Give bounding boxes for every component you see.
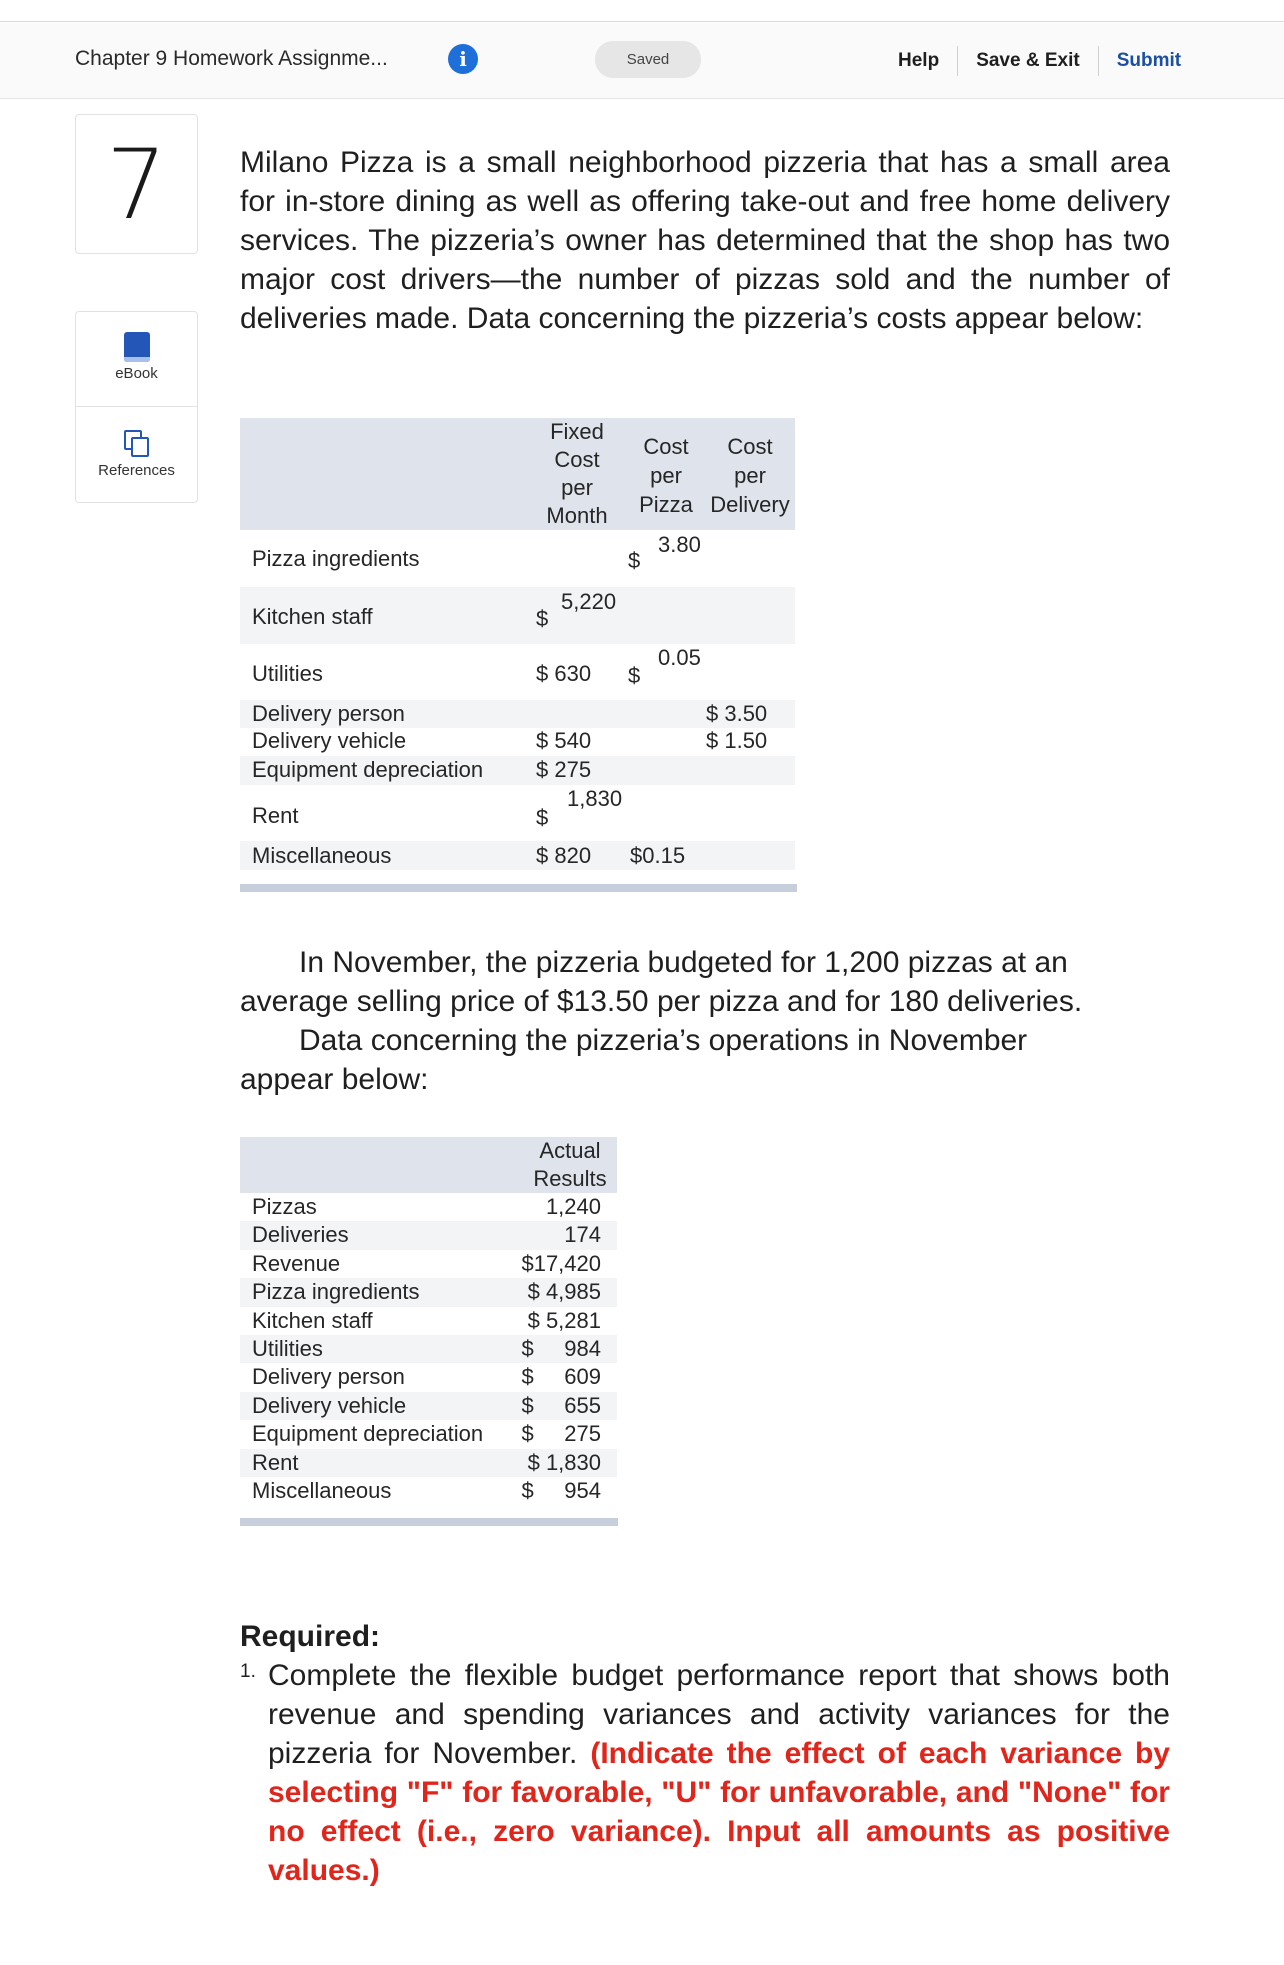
fixed-cost-value: $ 820: [536, 843, 592, 868]
currency-symbol: $: [628, 663, 641, 688]
actual-table-header: [240, 1137, 617, 1193]
actual-table-bottom-rule: [240, 1518, 618, 1526]
fixed-cost-value: 5,220: [561, 589, 617, 614]
november-text: [240, 943, 1170, 1099]
row-label: Delivery person: [252, 1364, 405, 1390]
required-item-number: 1.: [240, 1661, 256, 1682]
cost-row: [240, 587, 795, 644]
references-button[interactable]: [76, 408, 197, 503]
table-row: [240, 1193, 617, 1221]
cost-per-pizza-value: 3.80: [658, 532, 701, 557]
actual-value: $ 275: [521, 1421, 601, 1447]
cost-row: [240, 530, 795, 587]
row-label: Pizza ingredients: [252, 1279, 420, 1305]
row-label: Kitchen staff: [252, 1307, 373, 1333]
ebook-button[interactable]: [76, 312, 197, 407]
row-label: Pizza ingredients: [252, 546, 420, 571]
cost-per-pizza-value: $0.15: [630, 843, 686, 868]
cost-row: [240, 841, 795, 870]
row-label: Utilities: [252, 661, 323, 686]
actual-value: $ 655: [521, 1392, 601, 1418]
fixed-cost-value: $ 275: [536, 757, 592, 782]
fixed-cost-value: $ 630: [536, 661, 592, 686]
submit-link[interactable]: Submit: [1116, 50, 1182, 71]
side-tools: [75, 311, 198, 503]
table-row: [240, 1392, 617, 1420]
november-line: Data concerning the pizzeria’s operations in November: [299, 1024, 1028, 1057]
table-row: [240, 1420, 617, 1448]
table-row: [240, 1221, 617, 1249]
cost-row: [240, 644, 795, 700]
actual-value: $ 1,830: [527, 1449, 601, 1475]
required-item: [240, 1656, 1170, 1890]
question-intro: Milano Pizza is a small neighborhood pizzeria that has a small area for in-store dining as well as offering take-out and free home delivery services. The pizzeria’s owner has determined that the shop has two major cost drivers—the number of pizzas sold and the number of deliveries made. Data concerning the pizzeria’s costs appear below:: [240, 146, 1170, 335]
book-icon: [124, 332, 150, 362]
cost-table-bottom-rule: [240, 884, 797, 892]
cost-row: [240, 700, 795, 728]
fixed-cost-value: 1,830: [567, 786, 623, 811]
row-label: Equipment depreciation: [252, 757, 484, 782]
question-number: 7: [75, 114, 198, 254]
cost-row: [240, 728, 795, 756]
november-line: average selling price of $13.50 per pizza and for 180 deliveries.: [240, 985, 1083, 1018]
table-row: [240, 1449, 617, 1477]
saved-status-badge: Saved: [595, 41, 701, 78]
table-row: [240, 1477, 617, 1505]
info-icon[interactable]: i: [448, 44, 478, 74]
cost-per-delivery-value: $ 1.50: [706, 728, 768, 753]
currency-symbol: $: [536, 606, 549, 631]
actual-value: 174: [564, 1222, 601, 1248]
cost-per-delivery-value: $ 3.50: [706, 701, 768, 726]
cost-row: [240, 756, 795, 785]
fixed-cost-header: Fixed Cost per Month: [546, 419, 608, 528]
currency-symbol: $: [628, 548, 641, 573]
november-line: appear below:: [240, 1063, 429, 1096]
actual-value: $17,420: [521, 1250, 601, 1276]
required-item-instruction: (Indicate the effect of each variance by selecting "F" for favorable, "U" for unfavorable, and "None" for no effect (i.e., zero variance). Input all amounts as positive values.): [268, 1737, 1170, 1887]
save-exit-link[interactable]: Save & Exit: [976, 50, 1080, 71]
assignment-title: Chapter 9 Homework Assignme...: [75, 47, 388, 70]
actual-value: $ 4,985: [527, 1279, 601, 1305]
fixed-cost-value: $ 540: [536, 728, 592, 753]
cost-per-delivery-header: Cost per Delivery: [710, 434, 790, 517]
currency-symbol: $: [536, 805, 549, 830]
top-strip: [0, 0, 1284, 22]
table-row: [240, 1335, 617, 1363]
table-row: [240, 1250, 617, 1278]
actual-value: $ 984: [521, 1336, 601, 1361]
references-label: References: [98, 462, 175, 479]
cost-row: [240, 785, 795, 841]
row-label: Utilities: [252, 1336, 323, 1361]
row-label: Rent: [252, 803, 299, 828]
cost-table-header: [240, 418, 795, 530]
assignment-header: [0, 23, 1284, 99]
row-label: Rent: [252, 1449, 299, 1475]
row-label: Equipment depreciation: [252, 1421, 484, 1447]
required-section: [240, 1618, 1170, 1890]
actual-results-header: Actual Results: [533, 1138, 607, 1191]
cost-per-pizza-value: 0.05: [658, 645, 701, 670]
required-heading: Required:: [240, 1620, 381, 1653]
row-label: Kitchen staff: [252, 604, 373, 629]
row-label: Deliveries: [252, 1222, 349, 1248]
row-label: Delivery vehicle: [252, 728, 407, 753]
actual-value: $ 954: [521, 1478, 601, 1503]
ebook-label: eBook: [115, 365, 158, 382]
row-label: Miscellaneous: [252, 1478, 392, 1503]
row-label: Revenue: [252, 1250, 341, 1276]
table-row: [240, 1363, 617, 1391]
november-line: In November, the pizzeria budgeted for 1,200 pizzas at an: [299, 946, 1068, 979]
actual-value: $ 609: [521, 1364, 601, 1390]
header-nav: [880, 45, 1199, 77]
row-label: Pizzas: [252, 1194, 317, 1219]
actual-value: 1,240: [545, 1194, 601, 1219]
required-item-text: Complete the flexible budget performance report that shows both revenue and spending variances and activity variances for the pizzeria for November.: [268, 1659, 1170, 1770]
cost-per-pizza-header: Cost per Pizza: [639, 434, 693, 517]
table-row: [240, 1278, 617, 1306]
references-icon: [124, 430, 150, 458]
help-link[interactable]: Help: [898, 50, 940, 71]
actual-value: $ 5,281: [527, 1307, 601, 1333]
row-label: Delivery person: [252, 701, 405, 726]
row-label: Delivery vehicle: [252, 1392, 407, 1418]
row-label: Miscellaneous: [252, 843, 392, 868]
table-row: [240, 1307, 617, 1335]
